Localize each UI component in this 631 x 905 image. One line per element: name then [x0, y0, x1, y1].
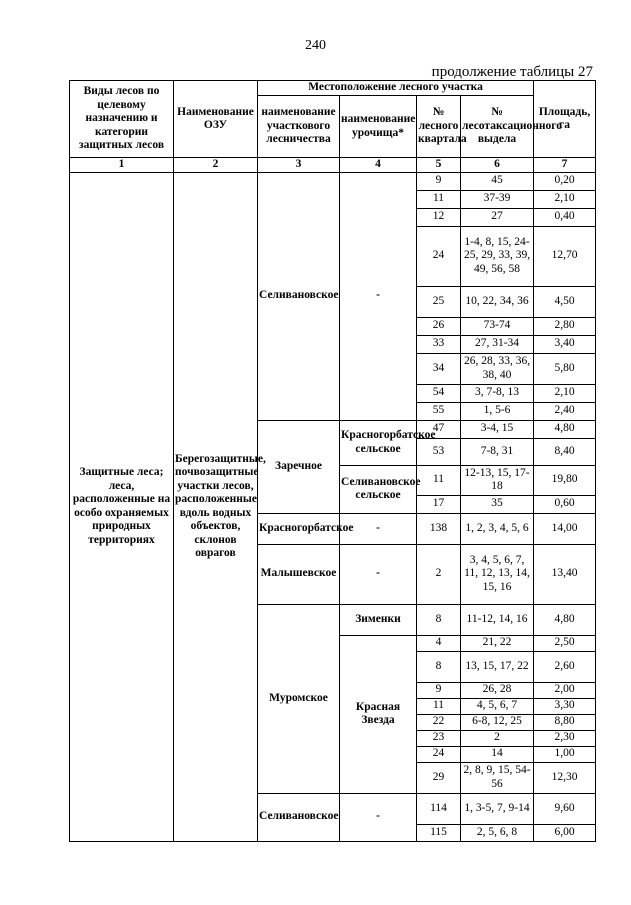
district-selivanovskoe: Селивановское [258, 793, 340, 841]
allotment-cell: 1-4, 8, 15, 24-25, 29, 33, 39, 49, 56, 58 [461, 226, 534, 286]
forest-plots-table [69, 80, 596, 842]
allotment-cell: 2 [461, 730, 534, 746]
allotment-cell: 3, 7-8, 13 [461, 384, 534, 402]
allotment-cell: 37-39 [461, 190, 534, 208]
table-row [70, 172, 596, 190]
quarter-cell: 55 [417, 402, 461, 420]
header-allotment: № лесотаксационного выдела [461, 96, 534, 158]
allotment-cell: 7-8, 31 [461, 438, 534, 465]
quarter-cell: 54 [417, 384, 461, 402]
quarter-cell: 4 [417, 635, 461, 651]
quarter-cell: 11 [417, 465, 461, 495]
page-number: 240 [305, 38, 326, 53]
header-area: Площадь, га [534, 81, 596, 158]
quarter-cell: 33 [417, 335, 461, 353]
area-cell: 4,80 [534, 604, 596, 635]
area-cell: 2,30 [534, 730, 596, 746]
area-cell: 19,80 [534, 465, 596, 495]
tract-krasnogorbatskoe-selskoe: Красногорбатское сельское [340, 420, 417, 465]
ozu-name-cell: Берегозащитные, почвозащитные участки лесов, расположенные вдоль водных объектов, склонов оврагов [174, 172, 258, 841]
quarter-cell: 8 [417, 604, 461, 635]
district-krasnogorbatskoe: Красногорбатское [258, 513, 340, 544]
allotment-cell: 1, 3-5, 7, 9-14 [461, 793, 534, 824]
column-number: 5 [417, 158, 461, 173]
column-number: 4 [340, 158, 417, 173]
allotment-cell: 13, 15, 17, 22 [461, 651, 534, 682]
tract-zimenki: Зименки [340, 604, 417, 635]
area-cell: 2,80 [534, 317, 596, 335]
quarter-cell: 23 [417, 730, 461, 746]
allotment-cell: 1, 2, 3, 4, 5, 6 [461, 513, 534, 544]
header-tract: наименование урочища* [340, 96, 417, 158]
area-cell: 12,70 [534, 226, 596, 286]
quarter-cell: 47 [417, 420, 461, 438]
header-ozu-name: Наименование ОЗУ [174, 81, 258, 158]
forest-type-cell: Защитные леса; леса, расположенные на особо охраняемых природных территориях [70, 172, 174, 841]
allotment-cell: 35 [461, 495, 534, 513]
tract-krasnaya-zvezda: Красная Звезда [340, 635, 417, 793]
district-muromskoe: Муромское [258, 604, 340, 793]
tract-dash: - [340, 172, 417, 420]
area-cell: 0,60 [534, 495, 596, 513]
quarter-cell: 24 [417, 226, 461, 286]
quarter-cell: 22 [417, 714, 461, 730]
area-cell: 12,30 [534, 762, 596, 793]
area-cell: 2,10 [534, 190, 596, 208]
allotment-cell: 27 [461, 208, 534, 226]
area-cell: 0,40 [534, 208, 596, 226]
district-selivanovskoe: Селивановское [258, 172, 340, 420]
quarter-cell: 2 [417, 544, 461, 604]
quarter-cell: 11 [417, 698, 461, 714]
quarter-cell: 9 [417, 172, 461, 190]
area-cell: 8,40 [534, 438, 596, 465]
allotment-cell: 4, 5, 6, 7 [461, 698, 534, 714]
tract-dash: - [340, 793, 417, 841]
header-forest-type: Виды лесов по целевому назначению и категории защитных лесов [70, 81, 174, 158]
quarter-cell: 115 [417, 824, 461, 841]
tract-dash: - [340, 544, 417, 604]
area-cell: 3,30 [534, 698, 596, 714]
allotment-cell: 14 [461, 746, 534, 762]
allotment-cell: 2, 5, 6, 8 [461, 824, 534, 841]
area-cell: 13,40 [534, 544, 596, 604]
area-cell: 4,50 [534, 286, 596, 317]
area-cell: 3,40 [534, 335, 596, 353]
table-continuation-label: продолжение таблицы 27 [431, 64, 593, 80]
allotment-cell: 26, 28, 33, 36, 38, 40 [461, 353, 534, 384]
quarter-cell: 9 [417, 682, 461, 698]
allotment-cell: 27, 31-34 [461, 335, 534, 353]
area-cell: 6,00 [534, 824, 596, 841]
area-cell: 2,00 [534, 682, 596, 698]
district-malyshevskoe: Малышевское [258, 544, 340, 604]
allotment-cell: 12-13, 15, 17-18 [461, 465, 534, 495]
area-cell: 4,80 [534, 420, 596, 438]
column-number-row [70, 158, 596, 173]
tract-selivanovskoe-selskoe: Селивановское сельское [340, 465, 417, 513]
column-number: 6 [461, 158, 534, 173]
quarter-cell: 11 [417, 190, 461, 208]
area-cell: 8,80 [534, 714, 596, 730]
header-row [70, 81, 596, 96]
area-cell: 5,80 [534, 353, 596, 384]
allotment-cell: 2, 8, 9, 15, 54-56 [461, 762, 534, 793]
allotment-cell: 3-4, 15 [461, 420, 534, 438]
column-number: 7 [534, 158, 596, 173]
quarter-cell: 24 [417, 746, 461, 762]
area-cell: 2,60 [534, 651, 596, 682]
quarter-cell: 53 [417, 438, 461, 465]
column-number: 1 [70, 158, 174, 173]
allotment-cell: 3, 4, 5, 6, 7, 11, 12, 13, 14, 15, 16 [461, 544, 534, 604]
area-cell: 0,20 [534, 172, 596, 190]
quarter-cell: 34 [417, 353, 461, 384]
area-cell: 9,60 [534, 793, 596, 824]
allotment-cell: 45 [461, 172, 534, 190]
tract-dash: - [340, 513, 417, 544]
allotment-cell: 73-74 [461, 317, 534, 335]
area-cell: 14,00 [534, 513, 596, 544]
column-number: 2 [174, 158, 258, 173]
header-quarter: № лесного квартала [417, 96, 461, 158]
allotment-cell: 1, 5-6 [461, 402, 534, 420]
allotment-cell: 10, 22, 34, 36 [461, 286, 534, 317]
allotment-cell: 11-12, 14, 16 [461, 604, 534, 635]
quarter-cell: 12 [417, 208, 461, 226]
area-cell: 2,40 [534, 402, 596, 420]
area-cell: 2,10 [534, 384, 596, 402]
allotment-cell: 26, 28 [461, 682, 534, 698]
header-location: Местоположение лесного участка [258, 81, 534, 96]
allotment-cell: 21, 22 [461, 635, 534, 651]
quarter-cell: 114 [417, 793, 461, 824]
quarter-cell: 26 [417, 317, 461, 335]
district-zarechnoe: Заречное [258, 420, 340, 513]
area-cell: 1,00 [534, 746, 596, 762]
quarter-cell: 8 [417, 651, 461, 682]
header-district: наименование участкового лесничества [258, 96, 340, 158]
column-number: 3 [258, 158, 340, 173]
allotment-cell: 6-8, 12, 25 [461, 714, 534, 730]
quarter-cell: 138 [417, 513, 461, 544]
quarter-cell: 29 [417, 762, 461, 793]
quarter-cell: 17 [417, 495, 461, 513]
area-cell: 2,50 [534, 635, 596, 651]
quarter-cell: 25 [417, 286, 461, 317]
